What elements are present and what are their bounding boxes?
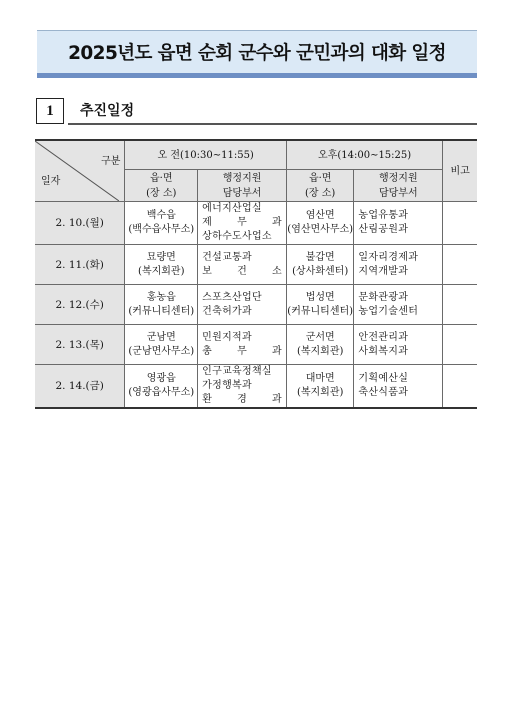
pm-dept-cell — [354, 202, 443, 245]
place-venue: (영광읍사무소) — [128, 387, 195, 398]
place-name: 홍농읍 — [146, 291, 176, 303]
corner-label-category: 구분 — [101, 156, 121, 167]
dept-line: 농업유통과 — [358, 210, 409, 221]
title-underline-bar — [37, 73, 477, 78]
am-dept-cell — [198, 202, 287, 245]
place-name: 불갑면 — [305, 251, 335, 263]
header-am-dept — [198, 170, 287, 202]
date-cell: 2. 14.(금) — [35, 365, 125, 409]
table-row — [35, 245, 477, 285]
dept-line: 에너지산업실 — [202, 203, 262, 214]
dept-line: 기획예산실 — [358, 373, 409, 384]
pm-place-cell — [286, 325, 353, 365]
header-place-line2: (장 소) — [305, 187, 336, 199]
header-pm-dept — [354, 170, 443, 202]
place-venue: (복지회관) — [138, 265, 185, 277]
date-cell: 2. 11.(화) — [35, 245, 125, 285]
corner-label-date: 일자 — [41, 176, 61, 187]
header-dept-line1: 행정지원 — [222, 172, 262, 184]
place-venue: (백수읍사무소) — [128, 224, 195, 235]
schedule-table — [35, 139, 477, 409]
pm-dept-cell — [354, 245, 443, 285]
am-dept-cell — [198, 245, 287, 285]
dept-line: 민원지적과 — [202, 331, 252, 343]
table-row — [35, 202, 477, 245]
dept-line: 건축허가과 — [202, 305, 252, 317]
table-row — [35, 365, 477, 409]
place-name: 영광읍 — [146, 373, 176, 384]
place-name: 염산면 — [305, 210, 335, 221]
header-dept-line2: 담당부서 — [378, 187, 418, 199]
pm-place-cell — [286, 285, 353, 325]
am-place-cell — [125, 202, 198, 245]
dept-line: 사회복지과 — [358, 345, 409, 357]
date-cell: 2. 10.(월) — [35, 202, 125, 245]
am-dept-cell — [198, 365, 287, 409]
place-venue: (군남면사무소) — [128, 345, 195, 357]
header-corner-cell — [35, 140, 125, 202]
place-venue: (상사화센터) — [292, 265, 349, 277]
date-cell: 2. 13.(목) — [35, 325, 125, 365]
dept-line: 스포츠산업단 — [202, 291, 262, 303]
header-place-line2: (장 소) — [146, 187, 177, 199]
page-title: 2025년도 읍면 순회 군수와 군민과의 대화 일정 — [68, 43, 446, 64]
header-note: 비고 — [443, 140, 477, 202]
dept-line: 보 건 소 — [202, 265, 282, 277]
section-underline — [68, 123, 477, 125]
dept-line: 축산식품과 — [358, 387, 409, 398]
dept-line: 농업기술센터 — [358, 305, 419, 317]
place-venue: (커뮤니티센터) — [287, 305, 354, 317]
place-name: 법성면 — [305, 291, 335, 303]
place-venue: (염산면사무소) — [287, 224, 354, 235]
note-cell — [443, 325, 477, 365]
place-venue: (커뮤니티센터) — [128, 305, 195, 317]
dept-line: 제 무 과 — [202, 217, 282, 228]
note-cell — [443, 202, 477, 245]
dept-line: 산림공원과 — [358, 224, 409, 235]
header-dept-line1: 행정지원 — [378, 172, 418, 184]
table-row — [35, 285, 477, 325]
place-name: 군서면 — [305, 331, 335, 343]
dept-line: 지역개발과 — [358, 265, 409, 277]
note-cell — [443, 285, 477, 325]
dept-line: 인구교육정책실 — [202, 366, 272, 377]
am-place-cell — [125, 325, 198, 365]
page-title-box — [37, 30, 477, 73]
pm-dept-cell — [354, 325, 443, 365]
pm-dept-cell — [354, 365, 443, 409]
place-name: 묘량면 — [146, 251, 176, 263]
pm-place-cell — [286, 245, 353, 285]
header-dept-line2: 담당부서 — [222, 187, 262, 199]
am-place-cell — [125, 365, 198, 409]
header-pm-place — [286, 170, 353, 202]
dept-line: 가정행복과 — [202, 380, 252, 391]
pm-place-cell — [286, 202, 353, 245]
dept-line: 상하수도사업소 — [202, 231, 272, 242]
header-afternoon: 오후(14:00∼15:25) — [286, 140, 442, 170]
note-cell — [443, 365, 477, 409]
header-place-line1: 읍·면 — [308, 172, 332, 184]
table-row — [35, 325, 477, 365]
section-number: 1 — [36, 98, 64, 124]
place-name: 군남면 — [146, 331, 176, 343]
pm-place-cell — [286, 365, 353, 409]
place-venue: (복지회관) — [296, 345, 344, 357]
dept-line: 총 무 과 — [202, 345, 282, 357]
pm-dept-cell — [354, 285, 443, 325]
dept-line: 문화관광과 — [358, 291, 409, 303]
dept-line: 일자리경제과 — [358, 251, 419, 263]
am-dept-cell — [198, 325, 287, 365]
place-name: 백수읍 — [146, 210, 176, 221]
am-place-cell — [125, 285, 198, 325]
am-dept-cell — [198, 285, 287, 325]
corner-diagonal — [35, 141, 119, 201]
dept-line: 건설교통과 — [202, 251, 252, 263]
note-cell — [443, 245, 477, 285]
header-morning: 오 전(10:30∼11:55) — [125, 140, 287, 170]
header-row-1 — [35, 140, 477, 170]
place-name: 대마면 — [305, 373, 335, 384]
dept-line: 환 경 과 — [202, 394, 282, 405]
dept-line: 안전관리과 — [358, 331, 409, 343]
place-venue: (복지회관) — [296, 387, 344, 398]
section-title: 추진일정 — [80, 103, 135, 119]
date-cell: 2. 12.(수) — [35, 285, 125, 325]
header-place-line1: 읍·면 — [150, 172, 173, 184]
header-am-place — [125, 170, 198, 202]
am-place-cell — [125, 245, 198, 285]
